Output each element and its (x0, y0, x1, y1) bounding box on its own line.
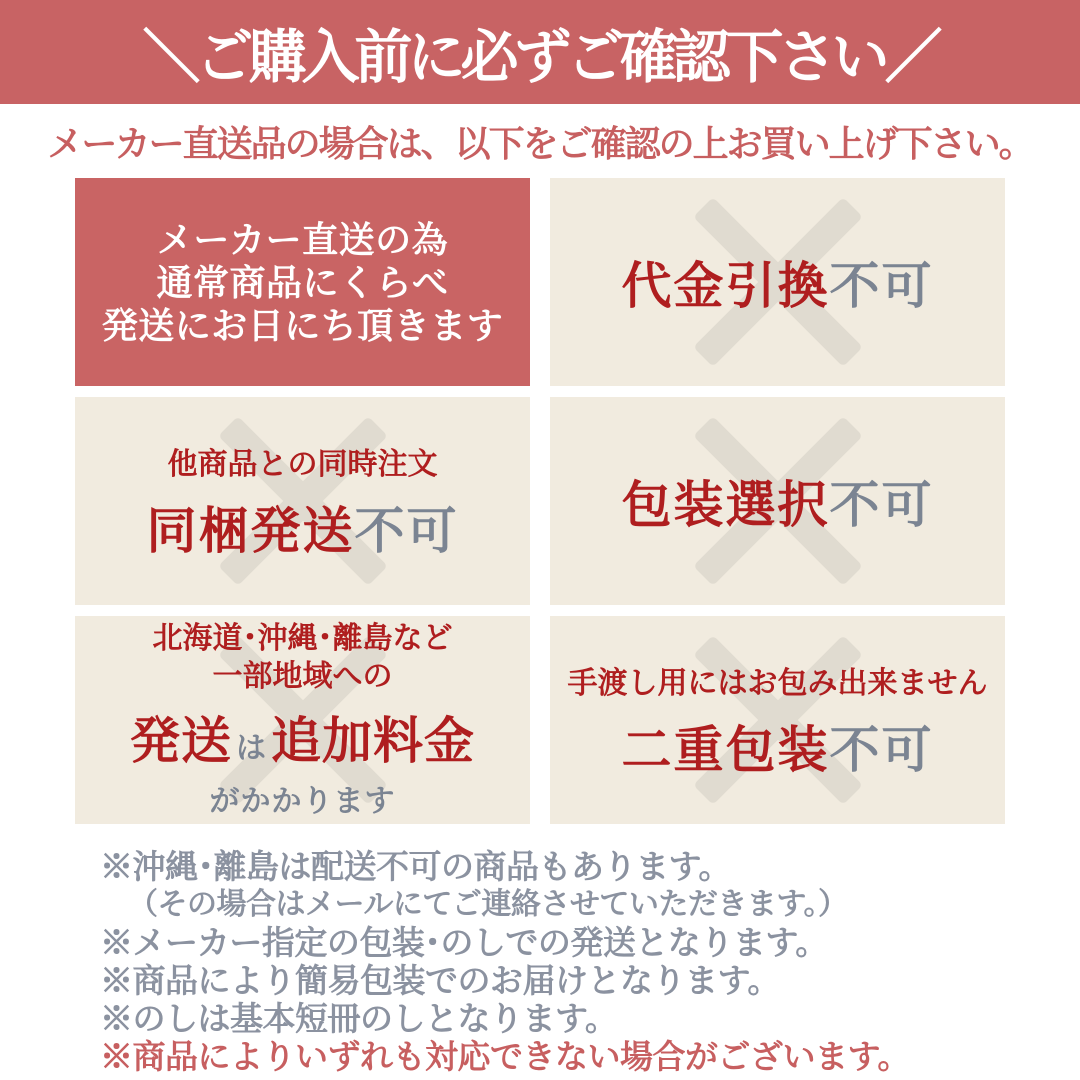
note-line-1: ※沖縄･離島は配送不可の商品もあります。 (100, 848, 731, 885)
double-wrapping-label (622, 710, 934, 782)
wrapping-selection-label-gray: 不可 (829, 477, 934, 533)
remote-area-note-2: 一部地域への (212, 660, 393, 693)
cod-label (622, 246, 934, 318)
notes-section (100, 848, 1080, 1076)
direct-shipping-line-2: 通常商品にくらべ (156, 261, 449, 303)
page-title: ＼ご購入前に必ずご確認下さい／ (142, 25, 938, 90)
double-wrapping-note: 手渡し用にはお包み出来ません (567, 667, 988, 700)
note-line-6: ※商品によりいずれも対応できない場合がございます。 (100, 1038, 910, 1075)
cod-label-red: 代金引換 (621, 258, 830, 314)
header-banner (0, 0, 1080, 104)
note-line-4: ※商品により簡易包装でのお届けとなります。 (100, 962, 780, 999)
fee-label-red-1: 発送 (130, 713, 232, 769)
remote-area-note-1: 北海道･沖縄･離島など (152, 622, 453, 655)
notice-box-bundled-shipping (75, 397, 530, 605)
notice-box-cash-on-delivery (550, 178, 1005, 386)
wrapping-selection-label (622, 465, 934, 537)
bundled-shipping-note: 他商品との同時注文 (167, 448, 438, 481)
note-line-3: ※メーカー指定の包装･のしでの発送となります。 (100, 924, 828, 961)
direct-shipping-line-3: 発送にお日にち頂きます (101, 304, 504, 346)
fee-label-red-2: 追加料金 (271, 713, 475, 769)
bundled-shipping-label (147, 491, 459, 563)
notice-box-double-wrapping (550, 616, 1005, 824)
fee-label-particle: は (236, 732, 267, 765)
subtitle: メーカー直送品の場合は、以下をご確認の上お買い上げ下さい。 (47, 122, 1033, 164)
bundled-shipping-label-gray: 不可 (354, 503, 459, 559)
direct-shipping-line-1: メーカー直送の為 (156, 218, 449, 260)
remote-area-fee-label (130, 701, 475, 773)
note-line-5: ※のしは基本短冊のしとなります。 (100, 1000, 618, 1037)
notice-box-wrapping-selection (550, 397, 1005, 605)
wrapping-selection-label-red: 包装選択 (621, 477, 830, 533)
notice-box-remote-area-fee (75, 616, 530, 824)
cod-label-gray: 不可 (829, 258, 934, 314)
note-line-2: （その場合はメールにてご連絡させていただきます。） (128, 888, 848, 921)
remote-area-fee-footer: がかかります (209, 785, 396, 818)
remote-area-note-lines (153, 620, 453, 696)
notice-box-direct-shipping (75, 178, 530, 386)
notice-grid (75, 178, 1005, 824)
double-wrapping-label-red: 二重包装 (621, 722, 830, 778)
double-wrapping-label-gray: 不可 (829, 722, 934, 778)
bundled-shipping-label-red: 同梱発送 (146, 503, 355, 559)
